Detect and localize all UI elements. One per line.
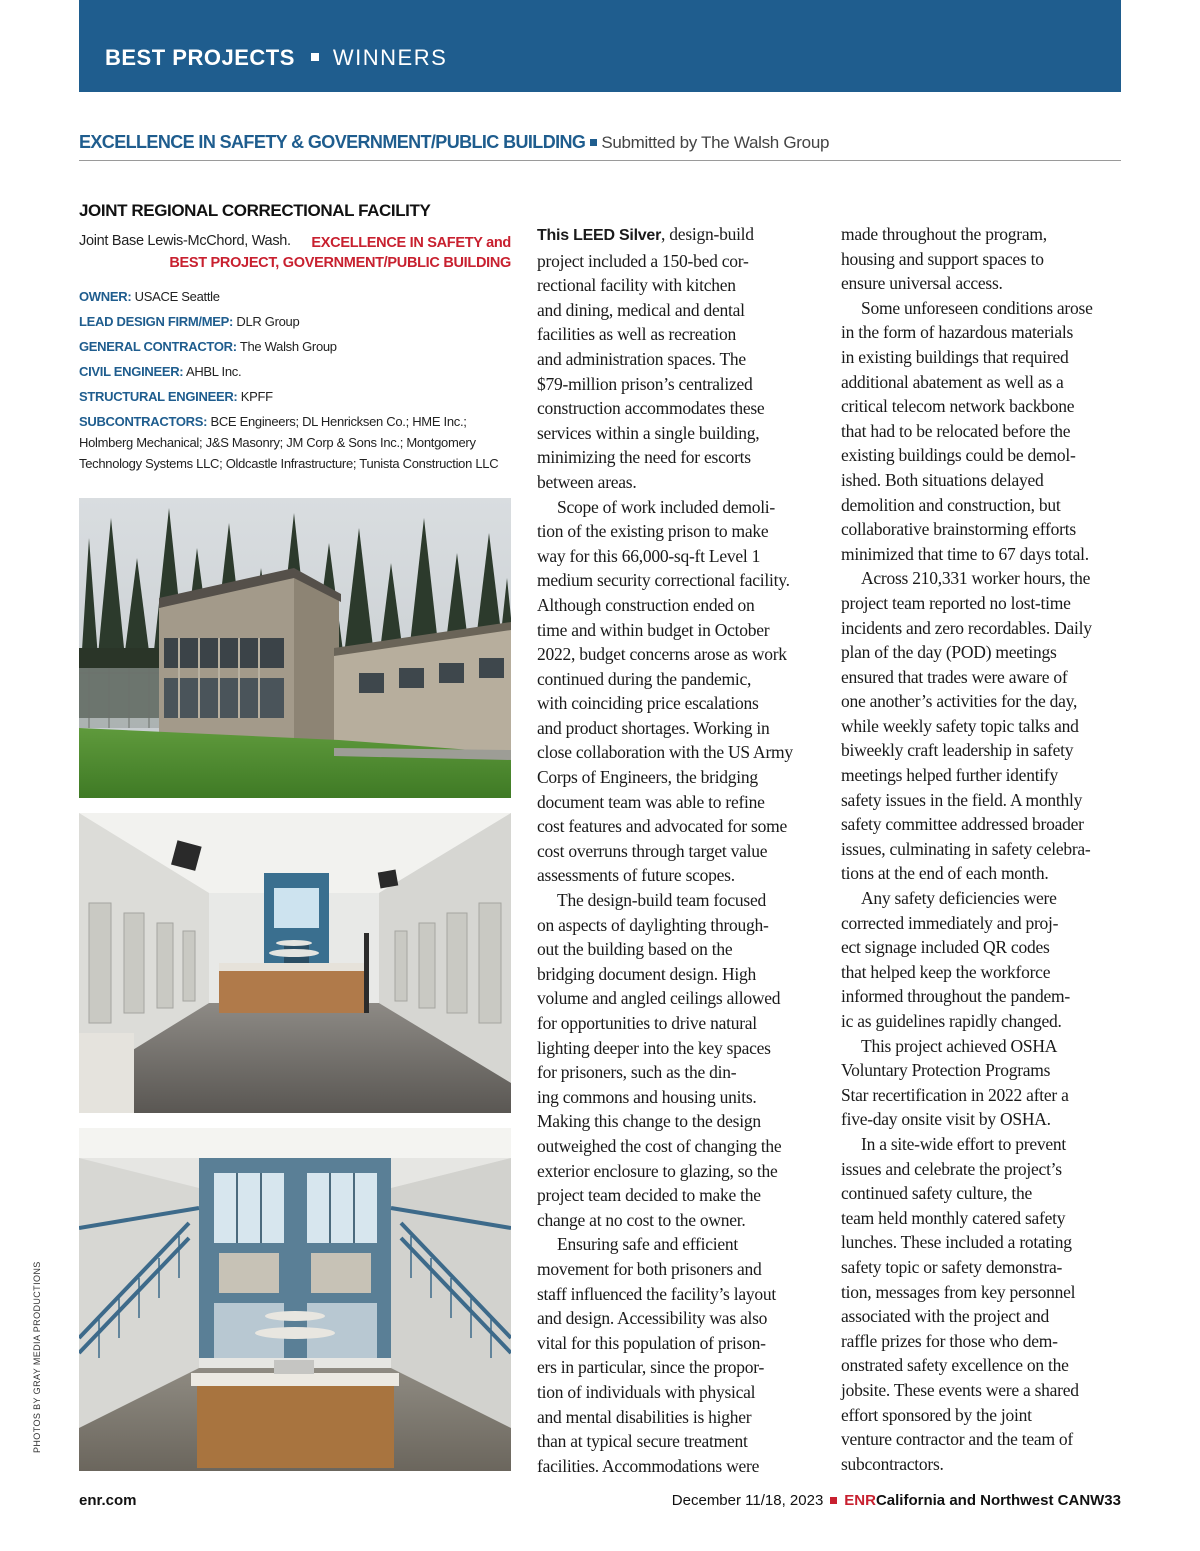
credit-lead-design xyxy=(79,311,509,332)
credit-label: CIVIL ENGINEER: xyxy=(79,364,184,379)
lead-in: This LEED Silver xyxy=(537,227,662,244)
photo-credit: PHOTOS BY GRAY MEDIA PRODUCTIONS xyxy=(32,1261,42,1453)
article-paragraph: Any safety deficiencies were corrected immediately and proj- ect signage included QR codes that helped keep the workforce informed throughout the pandem- ic as guidelines rapidly changed. xyxy=(841,888,1070,1031)
section-label: BEST PROJECTS xyxy=(105,45,295,70)
footer-edition: California and Northwest CANW33 xyxy=(875,1492,1121,1509)
subsection-label: WINNERS xyxy=(332,45,448,70)
section-banner xyxy=(79,0,1121,92)
credit-general-contractor xyxy=(79,336,509,357)
article-column-middle xyxy=(537,222,817,1478)
article-paragraph: made throughout the program, housing and support spaces to ensure universal access. xyxy=(841,224,1047,294)
square-separator-icon xyxy=(590,139,597,146)
credit-label: LEAD DESIGN FIRM/MEP: xyxy=(79,314,234,329)
award-line-1: EXCELLENCE IN SAFETY and xyxy=(311,235,511,251)
credit-structural-engineer xyxy=(79,386,509,407)
paragraph-text: , design-build project included a 150-bed cor- rectional facility with kitchen and dining, medical and dental facilities as well as recreation and administration spaces. The $79-million prison’s centralized construction accommodates these services within a single building, minimizing the need for escorts between areas. xyxy=(537,224,765,492)
project-title: JOINT REGIONAL CORRECTIONAL FACILITY xyxy=(79,201,431,220)
credit-civil-engineer xyxy=(79,361,509,382)
submitted-by: Submitted by The Walsh Group xyxy=(601,133,830,152)
article-column-right xyxy=(841,222,1121,1476)
credit-label: OWNER: xyxy=(79,289,132,304)
category-title: EXCELLENCE IN SAFETY & GOVERNMENT/PUBLIC BUILDING xyxy=(79,132,586,152)
article-paragraph: Some unforeseen conditions arose in the form of hazardous materials in existing buildings that required additional abatement as well as a critical telecom network backbone that had to be relocated before the existing buildings could be demol- ished. Both situations delayed demolition and construction, but collaborative brainstorming efforts minimized that time to 67 days total. xyxy=(841,297,1093,564)
article-paragraph xyxy=(537,222,817,495)
award-line-2: BEST PROJECT, GOVERNMENT/PUBLIC BUILDING xyxy=(169,255,511,271)
award-label xyxy=(169,233,511,273)
credit-label: GENERAL CONTRACTOR: xyxy=(79,339,237,354)
credits-list xyxy=(79,286,509,478)
footer-folio xyxy=(672,1492,1121,1509)
credit-value: DLR Group xyxy=(236,314,300,329)
credit-label: SUBCONTRACTORS: xyxy=(79,414,208,429)
project-location: Joint Base Lewis-McChord, Wash. xyxy=(79,233,291,249)
article-paragraph: Across 210,331 worker hours, the project team reported no lost-time incidents and zero recordables. Daily plan of the day (POD) meetings ensured that trades were aware of one another’s activities for the day, while weekly safety topic talks and biweekly craft leadership in safety meetings helped further identify safety issues in the field. A monthly safety committee addressed broader issues, culminating in safety celebra- tions at the end of each month. xyxy=(841,568,1092,884)
article-paragraph: This project achieved OSHA Voluntary Protection Programs Star recertification in 2022 after a five-day onsite visit by OSHA. xyxy=(841,1035,1069,1130)
footer-site-link[interactable]: enr.com xyxy=(79,1492,137,1509)
dining-commons-photo xyxy=(79,813,511,1113)
credit-value: KPFF xyxy=(240,389,273,404)
credit-value: USACE Seattle xyxy=(134,289,220,304)
square-bullet-icon xyxy=(830,1497,837,1504)
housing-unit-photo xyxy=(79,1128,511,1471)
footer-brand: ENR xyxy=(844,1492,876,1509)
exterior-photo xyxy=(79,498,511,798)
credit-value: AHBL Inc. xyxy=(185,364,242,379)
article-paragraph: In a site-wide effort to prevent issues and celebrate the project’s continued safety culture, the team held monthly catered safety lunches. These included a rotating safety topic or safety demonstra- tion, messages from key personnel associated with the project and raffle prizes for those who dem- onstrated safety excellence on the jobsite. These events were a shared effort sponsored by the joint venture contractor and the team of subcontractors. xyxy=(841,1133,1079,1474)
section-header xyxy=(105,45,447,71)
credit-subcontractors xyxy=(79,411,509,474)
footer-date: December 11/18, 2023 xyxy=(671,1492,824,1509)
article-paragraph: Ensuring safe and efficient movement for both prisoners and staff influenced the facility’s layout and design. Accessibility was also vital for this population of prison- ers in particular, since the propor- tion of individuals with physical and mental disabilities is higher than at typical secure treatment facilities. Accommodations were xyxy=(537,1234,776,1476)
credit-label: STRUCTURAL ENGINEER: xyxy=(79,389,238,404)
credit-owner xyxy=(79,286,509,307)
credit-value: The Walsh Group xyxy=(239,339,337,354)
credit-value: BCE Engineers; DL Henricksen Co.; HME Inc.; Holmberg Mechanical; J&S Masonry; JM Corp & Sons Inc.; Montgomery Technology Systems LLC; Oldcastle Infrastructure; Tunista Construction LLC xyxy=(79,414,499,471)
square-bullet-icon xyxy=(311,53,319,61)
category-line xyxy=(79,132,1121,161)
article-paragraph: The design-build team focused on aspects of daylighting through- out the building based on the bridging document design. High volume and angled ceilings allowed for opportunities to drive natural lighting deeper into the key spaces for prisoners, such as the din- ing commons and housing units. Making this change to the design outweighed the cost of changing the exterior enclosure to glazing, so the project team decided to make the change at no cost to the owner. xyxy=(537,890,782,1230)
article-paragraph: Scope of work included demoli- tion of the existing prison to make way for this 66,000-sq-ft Level 1 medium security correctional facility. Although construction ended on time and within budget in October 2022, budget concerns arose as work continued during the pandemic, with coinciding price escalations and product shortages. Working in close collaboration with the US Army Corps of Engineers, the bridging document team was able to refine cost features and advocated for some cost overruns through target value assessments of future scopes. xyxy=(537,496,793,886)
